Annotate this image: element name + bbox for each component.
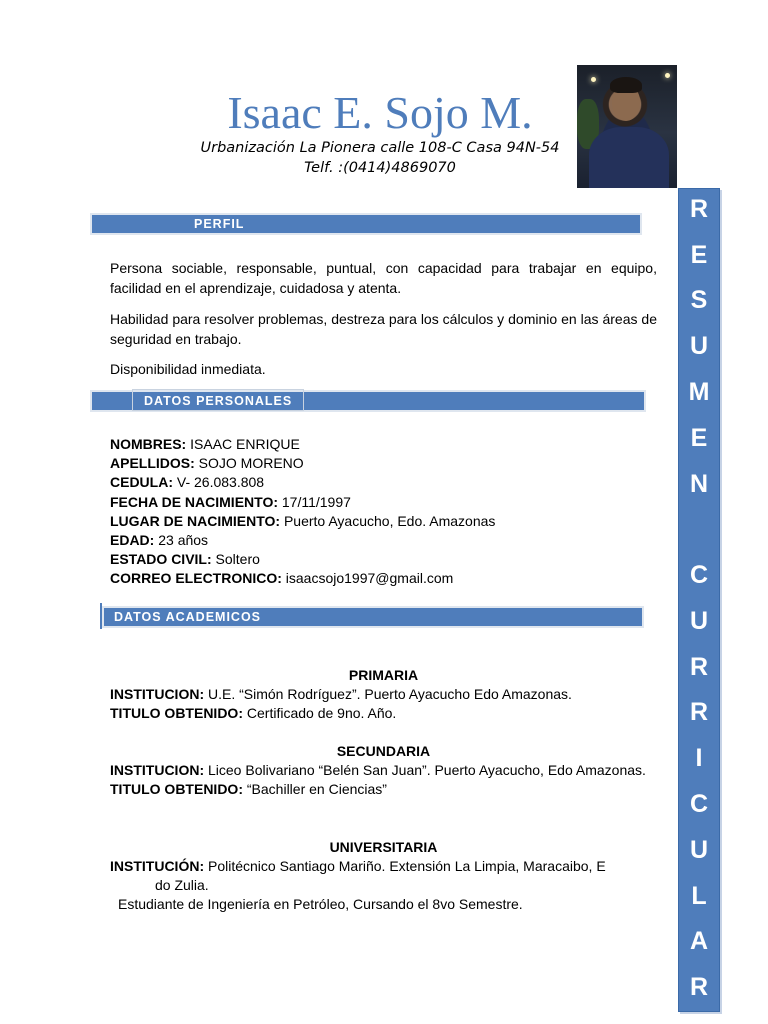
banner-letter: C xyxy=(689,561,709,589)
section-edge-accent xyxy=(100,603,102,629)
field-fecha-nacimiento: FECHA DE NACIMIENTO: 17/11/1997 xyxy=(110,493,351,510)
banner-letter: R xyxy=(689,698,709,726)
education-heading: UNIVERSITARIA xyxy=(329,839,438,855)
perfil-paragraph-3: Disponibilidad inmediata. xyxy=(110,361,266,377)
banner-letter: E xyxy=(690,424,708,452)
banner-letter: L xyxy=(691,882,707,910)
education-heading: PRIMARIA xyxy=(348,667,419,683)
section-title-perfil: PERFIL xyxy=(194,217,245,231)
field-apellidos: APELLIDOS: SOJO MORENO xyxy=(110,455,304,472)
resumen-curricular-banner xyxy=(678,188,720,1012)
banner-letter: U xyxy=(689,836,709,864)
field-edad: EDAD: 23 años xyxy=(110,532,209,549)
banner-letter: R xyxy=(689,195,709,223)
section-bar-perfil xyxy=(92,215,640,233)
profile-photo xyxy=(577,65,677,188)
section-title-datos-personales: DATOS PERSONALES xyxy=(144,394,293,408)
perfil-paragraph-1: Persona sociable, responsable, puntual, con capacidad para trabajar en equipo, facilidad en el aprendizaje, cuidadosa y atenta. xyxy=(110,260,657,296)
address: Urbanización La Pionera calle 108-C Casa 94N-54 xyxy=(200,140,560,156)
institution-line-continued: do Zulia. xyxy=(155,877,209,893)
institution-line: INSTITUCIÓN: Politécnico Santiago Mariño. Extensión La Limpia, Maracaibo, E xyxy=(110,858,606,874)
field-cedula: CEDULA: V- 26.083.808 xyxy=(110,474,265,491)
banner-letter: M xyxy=(688,378,710,406)
education-universitaria xyxy=(110,838,657,914)
candidate-name: Isaac E. Sojo M. xyxy=(227,87,533,138)
education-heading: SECUNDARIA xyxy=(336,743,431,759)
title-line: TITULO OBTENIDO: “Bachiller en Ciencias” xyxy=(110,781,387,797)
banner-letter: U xyxy=(689,607,709,635)
perfil-paragraph-2: Habilidad para resolver problemas, destreza para los cálculos y dominio en las áreas de seguridad en trabajo. xyxy=(110,311,657,347)
field-nombres: NOMBRES: ISAAC ENRIQUE xyxy=(110,436,300,452)
field-lugar-nacimiento: LUGAR DE NACIMIENTO: Puerto Ayacucho, Edo. Amazonas xyxy=(110,512,496,529)
banner-letter: U xyxy=(689,332,709,360)
contact-info xyxy=(150,138,610,178)
banner-letter: N xyxy=(689,470,709,498)
banner-letter: S xyxy=(690,286,708,314)
banner-letter: R xyxy=(689,973,709,1001)
personal-data-list xyxy=(110,435,650,589)
field-estado-civil: ESTADO CIVIL: Soltero xyxy=(110,551,260,568)
banner-letter: C xyxy=(689,790,709,818)
banner-letter: E xyxy=(690,241,708,269)
section-title-datos-academicos: DATOS ACADEMICOS xyxy=(114,610,262,624)
phone: Telf. :(0414)4869070 xyxy=(304,160,456,176)
banner-letter: A xyxy=(689,927,709,955)
institution-line: INSTITUCION: U.E. “Simón Rodríguez”. Puerto Ayacucho Edo Amazonas. xyxy=(110,686,572,702)
field-correo: CORREO ELECTRONICO: isaacsojo1997@gmail.com xyxy=(110,570,454,587)
education-secundaria xyxy=(110,742,657,799)
education-primaria xyxy=(110,666,657,723)
banner-letter: I xyxy=(695,744,703,772)
section-bar-datos-personales xyxy=(92,392,644,410)
title-line: TITULO OBTENIDO: Certificado de 9no. Año. xyxy=(110,705,397,721)
study-line: Estudiante de Ingeniería en Petróleo, Cursando el 8vo Semestre. xyxy=(118,896,523,912)
institution-line: INSTITUCION: Liceo Bolivariano “Belén San Juan”. Puerto Ayacucho, Edo Amazonas. xyxy=(110,762,646,778)
banner-letter: R xyxy=(689,653,709,681)
section-bar-datos-academicos xyxy=(104,608,642,626)
